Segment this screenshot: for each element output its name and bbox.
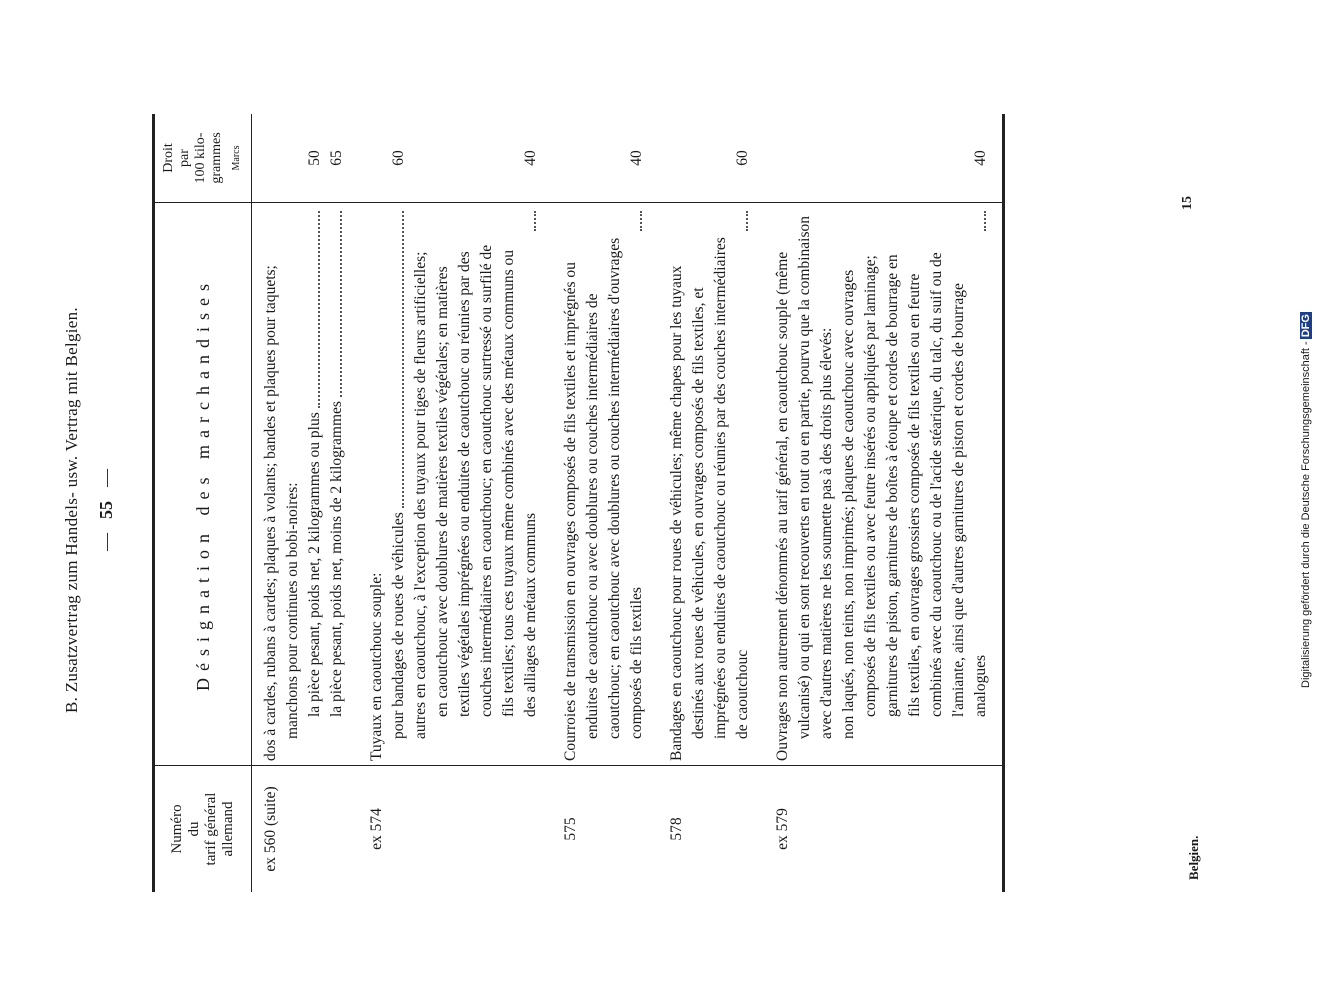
designation-cell (658, 203, 764, 766)
droit-cell (552, 114, 658, 203)
leader-dots (640, 211, 642, 231)
tariff-number: ex 560 (suite) (252, 766, 359, 893)
droit-value: 65 (328, 150, 345, 166)
designation-text: non laqués, non teints, non imprimés; plaques de caoutchouc avec ouvrages composés de fils textiles ou avec feutre insérés ou appliqués par laminage; garnitures de piston, garnitures de boîtes à étoupe et cordes de bourrage en fils textiles, en ouvrages grossiers composés de fils textiles ou en feutre combinés avec du caoutchouc ou de l'acide stéarique, du talc, du suif ou de l'amiante, ainsi que d'autres garnitures de piston et cordes de bourrage analogues (840, 252, 989, 739)
leader-dots (318, 211, 320, 408)
droit-value: 60 (390, 150, 407, 166)
designation-line (838, 207, 992, 761)
table-row (552, 114, 658, 892)
droit-value: 50 (306, 150, 323, 166)
designation-text: pour bandages de roues de véhicules (390, 512, 407, 739)
designation-line (326, 207, 348, 761)
footer-signature: 15 (1180, 196, 1195, 210)
designation-text: dos à cardes, rubans à cardes; plaques à volants; bandes et plaques pour taquets; manchons pour continues ou bobi-noires: (262, 265, 301, 761)
tariff-number: 578 (658, 766, 764, 893)
designation-text: Ouvrages non autrement dénommés au tarif général, en caoutchouc souple (même vulcanisé) ou qui en sont recouverts en tout ou en partie, pourvu que la combinaison avec d'autres matières ne les soumette pas à des droits plus élevés: (774, 216, 835, 761)
table-row (658, 114, 764, 892)
designation-line (666, 207, 754, 761)
designation-cell (252, 203, 359, 766)
leader-dots (340, 211, 342, 397)
leader-dots (402, 211, 404, 508)
designation-text: Courroies de transmission en ouvrages composés de fils textiles et imprégnés ou enduites de caoutchouc ou avec doublures ou couches intermédiaires de caoutchouc; en caoutchouc avec doublures ou couches intermédiaires d'ouvrages composés de fils textiles (562, 237, 645, 761)
designation-line (388, 207, 410, 761)
leader-dots (534, 211, 536, 231)
droit-value: 40 (522, 150, 539, 166)
designation-line (772, 207, 838, 761)
designation-line (560, 207, 648, 761)
header-droit: Droit par 100 kilo- grammes Marcs (154, 114, 252, 203)
table-row (764, 114, 1004, 892)
droit-cell (764, 114, 1004, 203)
header-number: Numéro du tarif général allemand (154, 766, 252, 893)
tariff-number: ex 574 (358, 766, 552, 893)
running-title: B. Zusatzvertrag zum Handels- usw. Vertrag mit Belgien. (62, 307, 81, 713)
designation-text: Bandages en caoutchouc pour roues de véhicules; même chapes pour les tuyaux destinés aux roues de véhicules, en ouvrages composés de fils textiles, et imprégnées ou enduites de caoutchouc ou réunies par des couches intermédiaires de caoutchouc (668, 237, 751, 761)
droit-value (260, 118, 304, 198)
table-row (358, 114, 552, 892)
droit-value (772, 118, 838, 198)
table-row (252, 114, 359, 892)
designation-cell (358, 203, 552, 766)
designation-cell (764, 203, 1004, 766)
tariff-number: 575 (552, 766, 658, 893)
droit-value: 40 (628, 150, 645, 166)
droit-value (366, 118, 388, 198)
designation-line (260, 207, 304, 761)
droit-cell (252, 114, 359, 203)
designation-line (304, 207, 326, 761)
droit-cell (658, 114, 764, 203)
designation-text: autres en caoutchouc, à l'exception des tuyaux pour tiges de fleurs artificielles; en caoutchouc avec doublures de matières textiles végétales; en matières textiles végétales imprégnées ou enduites de caoutchouc ou réunies par des couches intermédiaires en caoutchouc; en caoutchouc surtressé ou surfilé de fils textiles; tous ces tuyaux même combinés avec des métaux communs ou des alliages de métaux communs (412, 244, 539, 739)
designation-text: Tuyaux en caoutchouc souple: (368, 572, 385, 761)
designation-line (410, 207, 542, 761)
droit-value: 40 (972, 150, 989, 166)
leader-dots (984, 211, 986, 231)
page-number: —55— (96, 469, 116, 551)
leader-dots (746, 211, 748, 231)
tariff-number: ex 579 (764, 766, 1004, 893)
tariff-table (152, 114, 1005, 892)
dfg-logo: DFG (1300, 314, 1312, 338)
designation-line (366, 207, 388, 761)
header-designation: Désignation des marchandises (154, 203, 252, 766)
designation-text: la pièce pesant, poids net, 2 kilogrammes ou plus (306, 412, 323, 717)
designation-cell (552, 203, 658, 766)
digitization-credit: Digitalisierung gefördert durch die Deutsche Forschungsgemeinschaft -DFG (1300, 314, 1312, 688)
designation-text: la pièce pesant, poids net, moins de 2 kilogrammes (328, 401, 345, 717)
droit-cell (358, 114, 552, 203)
droit-value: 60 (734, 150, 751, 166)
footer-country: Belgien. (1186, 835, 1201, 880)
